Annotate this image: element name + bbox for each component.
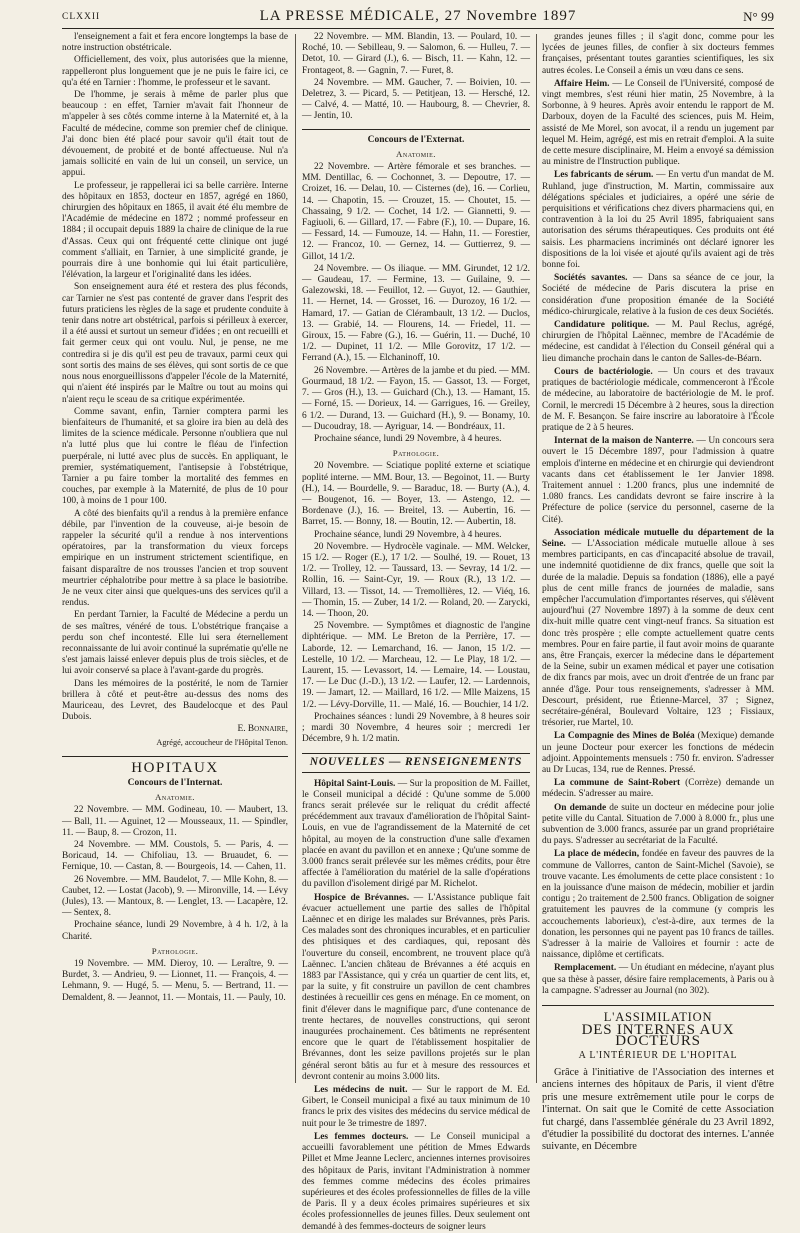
- news-item-text: — L'Association médicale mutuelle alloue à ses membres participants, en cas d'incapacité absolue de travail, une indemnité quotidienne de dix francs, quelle que soit la durée de la maladie. Depuis sa fondation (1886), elle a payé plus de cent mille francs de journées de maladie, sans empêcher l'accumulation d'importantes réserves, qui s'élèvent aujourd'hui (27 Novembre 1897) à la somme de deux cent dix-huit mille quatre cent vingt-neuf francs. Sa situation est donc très prospère ; elle compte actuellement quatre cents membres. Pour en faire partie, il faut avoir moins de quarante ans, être Français, exercer la médecine dans le département de la Seine, subir un examen médical et payer une cotisation de dix francs par mois, avec un droit d'entrée de un franc par année d'âge. Pour tous renseignements, s'adresser à MM. Descourt, président, rue Étienne-Marcel, 37 ; Signez, secrétaire-général, Boulevard Voltaire, 123 ; Fissiaux, trésorier, rue Martel, 10.: [542, 538, 774, 729]
- news-item-text: — M. Paul Reclus, agrégé, chirurgien de l'hôpital Laënnec, membre de l'Académie de médecine, est candidat à l'élection du Conseil général qui a lieu dimanche prochain dans le canton de Salles-de-Béarn.: [542, 320, 775, 364]
- column-3: [542, 32, 775, 1153]
- signature-role: Agrégé, accoucheur de l'Hôpital Tenon.: [156, 737, 288, 747]
- assimilation-title-1: L'ASSIMILATION: [603, 1010, 713, 1025]
- result-line: 24 Novembre. — MM. Gaucher, 7. — Boivien, 10. — Deletrez, 3. — Picard, 5. — Petitjean, 13. — Hersché, 12. — Calvé, 4. — Matté, 10. — Haubourg, 8. — Chevrier, 8. — Jentin, 10.: [302, 77, 530, 122]
- result-line: 26 Novembre. — Artères de la jambe et du pied. — MM. Gourmaud, 18 1/2. — Fayon, 15. — Gassot, 13. — Forget, 7. — Gros (H.), 13. — Guichard (Ch.), 13. — Hamant, 15. — Forné, 15. — Dorieux, 14. — Garrigues, 16. — Greiley, 6 1/2. — Durand, 13. — Guichard (H.), 9. — Bonamy, 10. — Ducoudray, 18. — Ayriguar, 14. — Bondréaux, 11.: [302, 365, 530, 432]
- article-paragraph: Le professeur, je rappellerai ici sa belle carrière. Interne des hôpitaux en 1853, docteur en 1857, agrégé en 1860, chirurgien des hôpitaux en 1865, il avait été élu membre de l'Académie de médecine en 1872 ; nommé professeur en 1884 ; il occupait depuis 1889 la chaire de clinique de la rue d'Assas. Ceux qui ont fréquenté cette clinique ont jugé comment s'alliait, en Tarnier, à une simplicité grande, je pourrais dire à une bonhomie qui lui était particulière, l'élévation, la largeur et l'originalité dans les idées.: [62, 180, 288, 281]
- news-item: [542, 528, 774, 730]
- news-item-text: (Mexique) demande un jeune Docteur pour exercer les fonctions de médecin adjoint. Appointements mensuels : 750 fr. environ. S'adresser au Dr Lucas, 134, rue de Rennes. Pressé.: [542, 731, 774, 775]
- article-paragraph: Officiellement, des voix, plus autorisées que la mienne, rappelleront plus longuement que je ne puis le faire ici, ce qu'a été en Tarnier : l'homme, le professeur et le savant.: [62, 55, 288, 88]
- news-item-lead: Remplacement.: [554, 963, 617, 974]
- news-item-text: (Corrèze) demande un médecin. S'adresser au maire.: [542, 778, 775, 800]
- section-rule: [542, 1005, 774, 1006]
- news-item-lead: Les médecins de nuit.: [314, 1085, 408, 1096]
- news-item-lead: Internat de la maison de Nanterre.: [554, 436, 694, 447]
- assimilation-title-2: DES INTERNES AUX DOCTEURS: [581, 1022, 735, 1050]
- news-item-text: — Sur la proposition de M. Faillet, le Conseil municipal a décidé : Qu'une somme de 5.000 francs serait prélevée sur le reliquat du crédit affecté précédemment aux travaux d'amélioration de l'hôpital Saint-Louis, en vue de l'agrandissement de la Maternité de cet hôpital, au moyen de la construction d'une salle d'examen placée en avant du pavillon et en annexe ; Qu'une somme de 3.000 francs serait prélevée sur les mêmes crédits, pour être affectée à l'amélioration du matériel de la salle d'opérations du pavillon d'isolement dirigé par M. Richelot.: [302, 778, 530, 890]
- article-paragraph: l'enseignement a fait et fera encore longtemps la base de notre instruction obstétricale.: [62, 32, 288, 54]
- news-item: [542, 170, 774, 271]
- news-item-text: grandes jeunes filles ; il s'agit donc, comme pour les lycées de jeunes filles, de confier à six docteurs femmes françaises, présentant toutes garanties scientifiques, les six autres écoles. Le Conseil a émis un vœu dans ce sens.: [542, 32, 774, 76]
- internat-anatomie-results: [62, 805, 288, 942]
- assimilation-title-3: A L'INTÉRIEUR DE L'HOPITAL: [578, 1049, 738, 1061]
- news-item-text: — Un concours sera ouvert le 15 Décembre 1897, pour l'admission à quatre emplois d'interne en médecine et en chirurgie qui deviendront vacants dans cet établissement le 1er Janvier 1898. Traitement annuel : 1.200 francs, plus une indemnité de 1.080 francs. Les candidats devront se faire inscrire à la Préfecture de police (service du personnel, caserne de la Cité).: [542, 436, 774, 525]
- result-line: 20 Novembre. — Sciatique poplité externe et sciatique poplité interne. — MM. Bour, 13. — Begoinot, 11. — Burty (H.), 14. — Bourdelle, 9. — Baraduc, 18. — Burty (A.), 4. — Bougenot, 16. — Boyer, 13. — Astengo, 12. — Bordenave (J.), 16. — Breitel, 13. — Aubertin, 16. — Barret, 15. — Bonny, 18. — Boutin, 12. — Aubertin, 18.: [302, 461, 530, 528]
- news-heading: NOUVELLES — RENSEIGNEMENTS: [302, 753, 530, 772]
- news-item: [302, 893, 530, 1083]
- result-line: 24 Novembre. — Os iliaque. — MM. Girundet, 12 1/2. — Gaudeau, 17. — Fermine, 13. — Guilaine, 9. — Galezowski, 18. — Feuillot, 12. — Guyot, 12. — Gauthier, 11. — Hernet, 14. — Grosset, 16. — Durozoy, 16 1/2. — Hamard, 17. — Gatian de Clérambault, 13 1/2. — Duclos, 13. — Grabié, 14. — Flourens, 14. — Friedel, 11. — Giroux, 15. — Fabre (G.), 16. — Guérin, 11. — Duché, 10 1/2. — Dupinet, 11 1/2. — Mlle Gorovitz, 17 1/2. — Ferrand (A.), 15. — Elchaninoff, 10.: [302, 263, 530, 364]
- news-item-lead: Hôpital Saint-Louis.: [314, 778, 396, 789]
- article-paragraph: De l'homme, je serais à même de parler plus que beaucoup : en effet, Tarnier m'avait fait l'honneur de m'appeler à ses côtés comme interne à la Maternité et, à la Faculté de médecine, comme son premier chef de clinique. J'ai donc bien été placé pour savoir qu'il était tout de dévouement, de probité et de bonté affectueuse. Nul n'a jamais sollicité en vain de lui un conseil, un service, un appui.: [62, 90, 288, 179]
- news-item-lead: Les femmes docteurs.: [314, 1131, 409, 1142]
- result-line: 25 Novembre. — Symptômes et diagnostic de l'angine diphtérique. — MM. Le Breton de la Perrière, 17. — Laborde, 12. — Lemarchand, 16. — Janon, 15 1/2. — Lestelle, 10 1/2. — Marcheau, 12. — Le Play, 18 1/2. — Laurent, 15. — Levassort, 14. — Lemaire, 14. — Loustau, 17. — Le Duc (J.-D.), 13 1/2. — Laufer, 12. — Lardennois, 19. — Jamart, 12. — Maillard, 16 1/2. — Mlle Maizens, 15 1/2. — Lévy-Dorville, 11. — Malé, 16. — Bouchier, 14 1/2.: [302, 621, 530, 710]
- news-item-text: — Un étudiant en médecine, n'ayant plus que sa thèse à passer, désire faire remplacements, à Paris ou à la campagne. S'adresser au Journal (no 302).: [542, 963, 774, 996]
- news-items: [302, 779, 530, 1233]
- news-item-lead: On demande: [554, 802, 607, 813]
- result-line: 20 Novembre. — Hydrocèle vaginale. — MM. Welcker, 15 1/2. — Roger (E.), 17 1/2. — Soulhé, 19. — Rouet, 13 1/2. — Trolley, 12. — Taussard, 13. — Sevray, 14 1/2. — Rollin, 16. — Saint-Cyr, 19. — Roux (R.), 13 1/2. — Villard, 13. — Tissot, 14. — Tremollières, 12. — Viéq, 16. — Thomin, 15. — Zuber, 14 1/2. — Roland, 20. — Zarycki, 14. — Thoon, 20.: [302, 541, 530, 619]
- news-item-lead: La Compagnie des Mines de Boléa: [554, 731, 695, 742]
- news-item-lead: Affaire Heim.: [554, 78, 610, 89]
- news-item-lead: La place de médecin,: [554, 849, 640, 860]
- result-line: 19 Novembre. — MM. Dieroy, 10. — Leraître, 9. — Burdet, 3. — Andrieu, 9. — Lionnet, 11. — François, 4. — Lehmann, 9. — Hugé, 5. — Menu, 5. — Bertrand, 11. — Demaldent, 8. — Jeannot, 11. — Montais, 11. — Pauly, 10.: [62, 959, 288, 1003]
- article-paragraph: A côté des bienfaits qu'il a rendus à la première enfance débile, par l'invention de la couveuse, ai-je besoin de rappeler la sécurité qu'il a rendue à nos interventions opératoires, par la transformation du vieux forceps empirique en un instrument strictement scientifique, en faisant disparaître de nos trousses l'ancien et trop souvent meurtrier céphalotribe pour mettre à sa place le basiotribe. Je ne veux citer ainsi que quelques-uns des services qu'il a rendus.: [62, 508, 288, 609]
- news-item: [542, 803, 774, 848]
- externat-heading: Concours de l'Externat.: [367, 134, 465, 145]
- news-item: [542, 436, 774, 526]
- news-item-text: — En vertu d'un mandat de M. Ruhland, juge d'instruction, M. Martin, commissaire aux délégations spéciales et judiciaires, a opéré une série de perquisitions et vérifications chez divers pharmaciens qui, en contravention à la loi du 25 Avril 1895, fabriquaient sans autorisation des sérums thérapeutiques. Ces produits ont été saisis. Les pharmaciens incriminés ont déclaré ignorer les dispositions de la loi visée et ajouté qu'ils avaient agi de très bonne foi.: [542, 170, 774, 271]
- news-item-lead: Sociétés savantes.: [554, 273, 628, 284]
- news-item-text: — Le Conseil de l'Université, composé de vingt membres, s'est réuni hier matin, 25 Novembre, à la Sorbonne, à 9 heures. Après avoir entendu le rapport de M. Darboux, doyen de la Faculté des sciences, puis M. Heim, assisté de Me Morel, son avocat, il a rendu un jugement par lequel M. Heim, agrégé, est mis en retrait d'emploi. A la suite de cette mesure disciplinaire, M. Heim a envoyé sa démission au ministre de l'Instruction publique.: [542, 78, 775, 168]
- issue-number: N° 99: [743, 9, 774, 24]
- internat-continued-results: [302, 32, 530, 123]
- page-number-roman: CLXXII: [62, 12, 101, 22]
- column-divider-2: [536, 34, 537, 1083]
- section-rule: [302, 129, 530, 130]
- signature-name: E. Bonnaire,: [237, 724, 288, 735]
- news-item: [302, 1085, 530, 1130]
- news-item-text: — Un cours et des travaux pratiques de bactériologie médicale, commenceront à l'École de médecine, au laboratoire de bactériologie de M. le prof. Cornil, le mercredi 15 Décembre à 2 heures, sous la direction de M. F. Besançon. Se faire inscrire au laboratoire à l'École pratique de 2 à 5 heures.: [542, 366, 775, 433]
- result-line: 24 Novembre. — MM. Coustols, 5. — Paris, 4. — Boricaud, 14. — Chifoliau, 13. — Bruaudet, 6. — Fernique, 10. — Castan, 8. — Bourgeois, 14. — Cahen, 11.: [62, 840, 288, 873]
- news-item-lead: Association médicale mutuelle du département de la Seine.: [542, 527, 774, 549]
- news-item: [302, 779, 530, 891]
- result-line: 26 Novembre. — MM. Baudelot, 7. — Mlle Kohn, 8. — Caubet, 12. — Lostat (Jacob), 9. — Mironville, 14. — Lévy (Jules), 13. — Mantoux, 8. — Lenglet, 13. — Lacapère, 12. — Sentex, 8.: [62, 874, 289, 919]
- column-divider-1: [295, 34, 296, 1083]
- pathologie-heading: Pathologie.: [392, 448, 440, 459]
- externat-pathologie-results: [302, 461, 530, 745]
- article-paragraph: Comme savant, enfin, Tarnier comptera parmi les bienfaiteurs de l'humanité, et sa gloire ira bien au delà des limites de la science médicale. Personne n'oubliera que nul n'a lutté plus que lui contre le fléau de l'infection puerpérale, ni lutté avec plus de succès. En appliquant, le premier, systématiquement, l'antisepsie à l'obstétrique, Tarnier a pu faire tomber la mortalité des femmes en couches, par exemple à la Maternité, de plus de 10 pour 100, à moins de 1 pour 100.: [62, 406, 288, 507]
- result-line: 22 Novembre. — Artère fémorale et ses branches. — MM. Dentillac, 6. — Cochonnet, 3. — Depoutre, 17. — Croizet, 16. — Delau, 10. — Cisternes (de), 16. — Corlieu, 14. — Chapotin, 15. — Crouzet, 15. — Choutet, 15. — Chassaing, 9 1/2. — Cochet, 14 1/2. — Giannetti, 9. — Fagiuoli, 6. — Gillard, 17. — Fabre (F.), 10. — Dupare, 16. — Fessard, 14. — Fumouze, 14. — Hahn, 11. — Forestier, 12. — Francoz, 10. — Gernez, 14. — Guttierrez, 9. — Gillot, 14 1/2.: [302, 162, 530, 262]
- anatomie-heading: Anatomie.: [155, 792, 195, 803]
- news-item: [542, 731, 774, 776]
- column-2: [302, 32, 530, 1232]
- news-item-lead: Cours de bactériologie.: [554, 366, 653, 377]
- assimilation-body: Grâce à l'initiative de l'Association des internes et anciens internes des hôpitaux de Paris, il vient d'être pris une mesure extrêmement utile pour le corps de l'internat. On sait que le Comité de cette Association fut chargé, dans l'assemblée générale du 23 Avril 1892, d'étudier la possibilité du doctorat des internes. L'année suivante, en Décembre: [542, 1066, 774, 1153]
- news-item: [542, 778, 774, 800]
- journal-title: LA PRESSE MÉDICALE, 27 Novembre 1897: [259, 8, 577, 24]
- news-item-lead: Hospice de Brévannes.: [314, 892, 410, 903]
- column-1: [62, 32, 288, 1085]
- anatomie-heading: Anatomie.: [396, 148, 436, 159]
- news-item: [542, 273, 774, 318]
- pathologie-heading: Pathologie.: [151, 945, 199, 956]
- news-item-text: — L'Assistance publique fait évacuer actuellement une partie des salles de l'hôpital Laënnec et en dirige les malades sur Brévannes, près Paris. Ces malades sont des chroniques incurables, et en particulier des phtisiques et des cardiaques, qui, reposant dès l'ouverture du conseil, encombrent, ne trouvent place qu'à Laënnec. L'ancien château de Brévannes a été acquis en 1883 par l'Assistance, qui y créa un quartier de cent lits, et, par la suite, y fit construire un pavillon de cent chambres destinées à recueillir ces gens en ménage. En ce moment, on finit d'élever dans le magnifique parc, d'une contenance de trente hectares, de nouvelles constructions, qui seront inaugurées prochainement. Ces bâtiments ne représentent encore que le quart de l'établissement hospitalier de Brévannes, dont les seize pavillons projetés sur le plan général seront bâtis au fur et à mesure des ressources et devront contenir au moins 3.000 lits.: [302, 892, 530, 1082]
- result-line: 22 Novembre. — MM. Godineau, 10. — Maubert, 13. — Ball, 11. — Aguinet, 12 — Mousseaux, 11. — Spindler, 11. — Baup, 8. — Crozon, 11.: [62, 805, 288, 838]
- news-item-text: — Dans sa séance de ce jour, la Société de médecine de Paris discutera la prise en considération d'une proposition émanée de la Société médico-chirurgicale, relative à la fusion de ces deux Sociétés.: [542, 273, 774, 317]
- result-line: Prochaine séance, lundi 29 Novembre, à 4 heures.: [314, 529, 502, 540]
- news-item-lead: Candidature politique.: [554, 320, 650, 331]
- article-paragraph: Son enseignement aura été et restera des plus féconds, car Tarnier ne s'est pas contenté de graver dans l'esprit des futurs praticiens les règles de la sage et prudente conduite à tenir dans notre art obstétrical, parfois si périlleux à exercer, il a été aussi et surtout un semeur d'idées ; en ont recueilli et fait germer ceux qui ont voulu. Nul, je pense, ne me contredira si je dis qu'il est peu de travaux, parmi ceux qui sont sortis des mains de ses élèves, qui sont sortis de ce que nous nous enorgueillissons d'appeler l'école de la Maternité, qui n'aient été inspirés par le Maître ou tout au moins qui n'aient reçu le sceau de sa critique expérimentée.: [62, 282, 288, 405]
- section-rule: [62, 756, 288, 757]
- news-item-lead: La commune de Saint-Robert: [554, 778, 681, 789]
- internat-heading: Concours de l'Internat.: [127, 778, 223, 788]
- tarnier-article: [62, 32, 288, 723]
- news-item: [542, 79, 774, 169]
- news-item: [542, 32, 774, 77]
- result-line: 22 Novembre. — MM. Blandin, 13. — Poulard, 10. — Roché, 10. — Sebilleau, 9. — Salomon, 6. — Hulleu, 7. — Detot, 10. — Girard (J.), 6. — Bisch, 11. — Kahn, 12. — Frontageot, 8. — Gagnin, 7. — Furet, 8.: [302, 32, 530, 76]
- article-paragraph: En perdant Tarnier, la Faculté de Médecine a perdu un de ses maîtres, vénéré de tous. L'obstétrique française a perdu son chef incontesté. Elle lui sera éternellement reconnaissante de lui avoir continué la suprématie qu'elle ne s'est jamais laissé enlever depuis plus de trois siècles, et de lui avoir conservé sa place à l'avant-garde du progrès.: [62, 610, 288, 677]
- running-head: [62, 6, 774, 29]
- news-item-text: fondée en faveur des pauvres de la commune de Vallorres, canton de Saint-Michel (Savoie), se trouve vacante. Les émoluments de cette place consistent : 1o en la jouissance d'une maison de médecin, mobilier et jardin contigu ; 2o traitement de 2.500 francs. Obligation de soigner gratuitement les pauvres de la commune (y compris les accouchements laborieux), c'est-à-dire, aux termes de la donation, les personnes qui ne payent pas 10 francs de tailles. S'adresser à la mairie de Valloires et fournir : acte de naissance, diplôme et certificats.: [542, 849, 774, 961]
- news-item: [542, 849, 774, 961]
- news-item-text: — Le Conseil municipal a accueilli favorablement une pétition de Mmes Edwards Pillet et Mme Jeanne Leclerc, anciennes internes provisoires des hôpitaux de Paris, invitant l'Administration à nommer des femmes comme médecins des écoles primaires supérieures et des écoles professionnelles de filles de la ville de Paris. Il y a deux écoles primaires supérieures et six écoles professionnelles de jeunes filles. Deux seulement ont demandé à des femmes-docteurs de soigner leurs: [302, 1131, 530, 1232]
- hopitaux-heading: HOPITAUX: [131, 759, 219, 776]
- news-item-lead: Les fabricants de sérum.: [554, 170, 654, 181]
- news-item-text: de suite un docteur en médecine pour jolie petite ville du Cantal. Situation de 7.000 à 8.000 fr., plus une subvention de 3.000 francs, assurée par un grand propriétaire du pays. S'adresser au secrétariat de la Faculté.: [542, 802, 775, 847]
- externat-anatomie-results: [302, 162, 530, 445]
- news-items-continued: [542, 32, 774, 997]
- internat-pathologie-results: [62, 959, 288, 1004]
- result-line: Prochaines séances : lundi 29 Novembre, à 8 heures soir ; mardi 30 Novembre, 4 heures soir ; mercredi 1er Décembre, 9 h. 1/2 matin.: [302, 711, 530, 745]
- result-line: Prochaine séance, lundi 29 Novembre, à 4 h. 1/2, à la Charité.: [62, 920, 288, 942]
- news-item: [542, 367, 774, 434]
- article-paragraph: Dans les mémoires de la postérité, le nom de Tarnier brillera à côté et peut-être au-dessus des noms des Mauriceau, des Levret, des Baudelocque et des Paul Dubois.: [62, 678, 288, 723]
- news-item-text: — Sur le rapport de M. Ed. Gibert, le Conseil municipal a fixé au taux minimum de 10 francs le prix des visites des médecins du service médical de nuit pour le 3e trimestre de 1897.: [302, 1085, 530, 1129]
- result-line: Prochaine séance, lundi 29 Novembre, à 4 heures.: [314, 433, 502, 444]
- news-item: [302, 1132, 530, 1233]
- news-item: [542, 320, 774, 365]
- news-item: [542, 963, 774, 997]
